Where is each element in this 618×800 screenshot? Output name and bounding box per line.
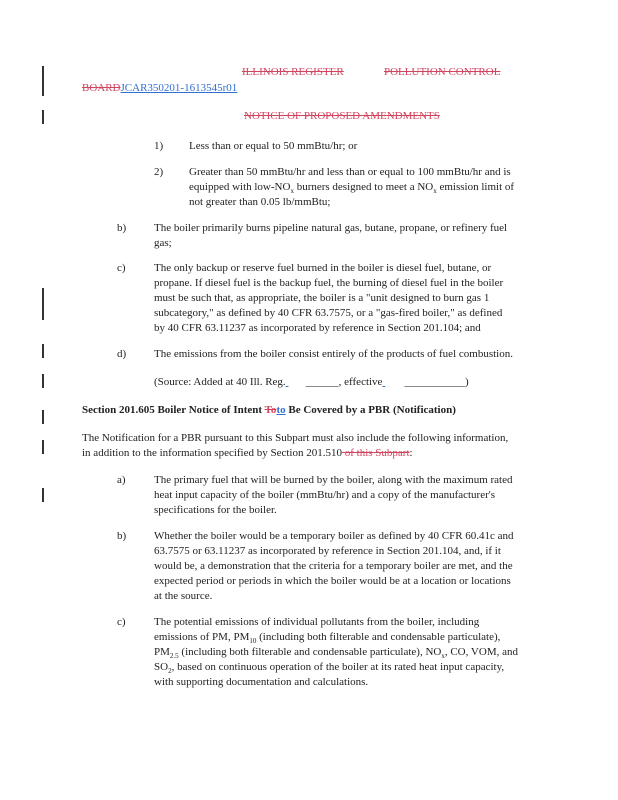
item-label: c) bbox=[117, 262, 126, 274]
change-bar bbox=[42, 374, 44, 388]
item-text: $SO_2$, based on continuous operation of the boiler at its rated heat input capacity, bbox=[154, 661, 505, 676]
change-bar bbox=[42, 344, 44, 358]
doc-id: JCAR350201-1613545r01 bbox=[120, 82, 238, 94]
item-text: gas; bbox=[154, 237, 172, 249]
item-text: The emissions from the boiler consist entirely of the products of fuel combustion. bbox=[154, 348, 513, 360]
item-text: not greater than 0.05 lb/mmBtu; bbox=[189, 196, 331, 208]
doc-id-line bbox=[82, 82, 237, 94]
change-bar bbox=[42, 488, 44, 502]
section-heading: Section 201.605 Boiler Notice of Intent Toto Be Covered by a PBR (Notification) bbox=[82, 404, 456, 416]
item-text: subcategory," as defined by 40 CFR 63.7575, or a "gas-fired boiler," as defined bbox=[154, 307, 503, 319]
item-text: 63.7575 or 63.11237 as incorporated by reference in Section 201.104, and, if it bbox=[154, 545, 501, 557]
change-bar bbox=[42, 440, 44, 454]
item-text: expected period or periods in which the boiler would be at a location or locations bbox=[154, 575, 511, 587]
item-label: a) bbox=[117, 474, 126, 486]
item-text: at the source. bbox=[154, 590, 213, 602]
change-bar bbox=[42, 110, 44, 124]
item-text: specifications for the boiler. bbox=[154, 504, 277, 516]
item-text: The potential emissions of individual pollutants from the boiler, including bbox=[154, 616, 480, 628]
item-text: The primary fuel that will be burned by the boiler, along with the maximum rated bbox=[154, 474, 513, 486]
section-intro: in addition to the information specified by Section 201.510 of this Subpart: bbox=[82, 447, 413, 459]
item-text: Whether the boiler would be a temporary boiler as defined by 40 CFR 60.41c and bbox=[154, 530, 514, 542]
board-deleted: BOARD bbox=[82, 82, 121, 94]
change-bar bbox=[42, 288, 44, 320]
item-label: b) bbox=[117, 222, 127, 234]
item-text: propane. If diesel fuel is the backup fuel, the burning of diesel fuel in the boiler bbox=[154, 277, 504, 289]
item-label: c) bbox=[117, 616, 126, 628]
item-text: Less than or equal to 50 mmBtu/hr; or bbox=[189, 140, 358, 152]
notice-title: NOTICE OF PROPOSED AMENDMENTS bbox=[244, 110, 440, 122]
register-title: ILLINOIS REGISTER bbox=[242, 66, 344, 78]
item-text: equipped with low-$NO_x$ burners designed to meet a $NO_x$ emission limit of bbox=[189, 181, 515, 196]
item-text: Greater than 50 mmBtu/hr and less than or equal to 100 mmBtu/hr and is bbox=[189, 166, 511, 178]
item-text: emissions of PM, $PM_{10}$ (including both filterable and condensable particulate), bbox=[154, 631, 501, 646]
item-label: b) bbox=[117, 530, 127, 542]
item-label: 2) bbox=[154, 166, 164, 178]
item-text: The only backup or reserve fuel burned in the boiler is diesel fuel, butane, or bbox=[154, 262, 492, 274]
item-label: d) bbox=[117, 348, 127, 360]
item-text: The boiler primarily burns pipeline natural gas, butane, propane, or refinery fuel bbox=[154, 222, 508, 234]
item-text: heat input capacity of the boiler (mmBtu/hr) and a copy of the manufacturer's bbox=[154, 489, 496, 501]
item-text: must be such that, as appropriate, the boiler is a "unit designed to burn gas 1 bbox=[154, 292, 490, 304]
item-label: 1) bbox=[154, 140, 164, 152]
source-note: (Source: Added at 40 Ill. Reg. ______, effective ___________) bbox=[154, 376, 469, 388]
change-bar bbox=[42, 66, 44, 96]
item-text: would be, a demonstration that the criteria for a temporary boiler are met, and the bbox=[154, 560, 513, 572]
change-bar bbox=[42, 410, 44, 424]
board-title: POLLUTION CONTROL bbox=[384, 66, 501, 78]
item-text: with supporting documentation and calculations. bbox=[154, 676, 369, 688]
item-text: by 40 CFR 63.11237 as incorporated by reference in Section 201.104; and bbox=[154, 322, 481, 334]
section-intro: The Notification for a PBR pursuant to this Subpart must also include the following information, bbox=[82, 432, 509, 444]
item-text: $PM_{2.5}$ (including both filterable and condensable particulate), $NO_x$, CO, VOM, and bbox=[154, 646, 518, 661]
